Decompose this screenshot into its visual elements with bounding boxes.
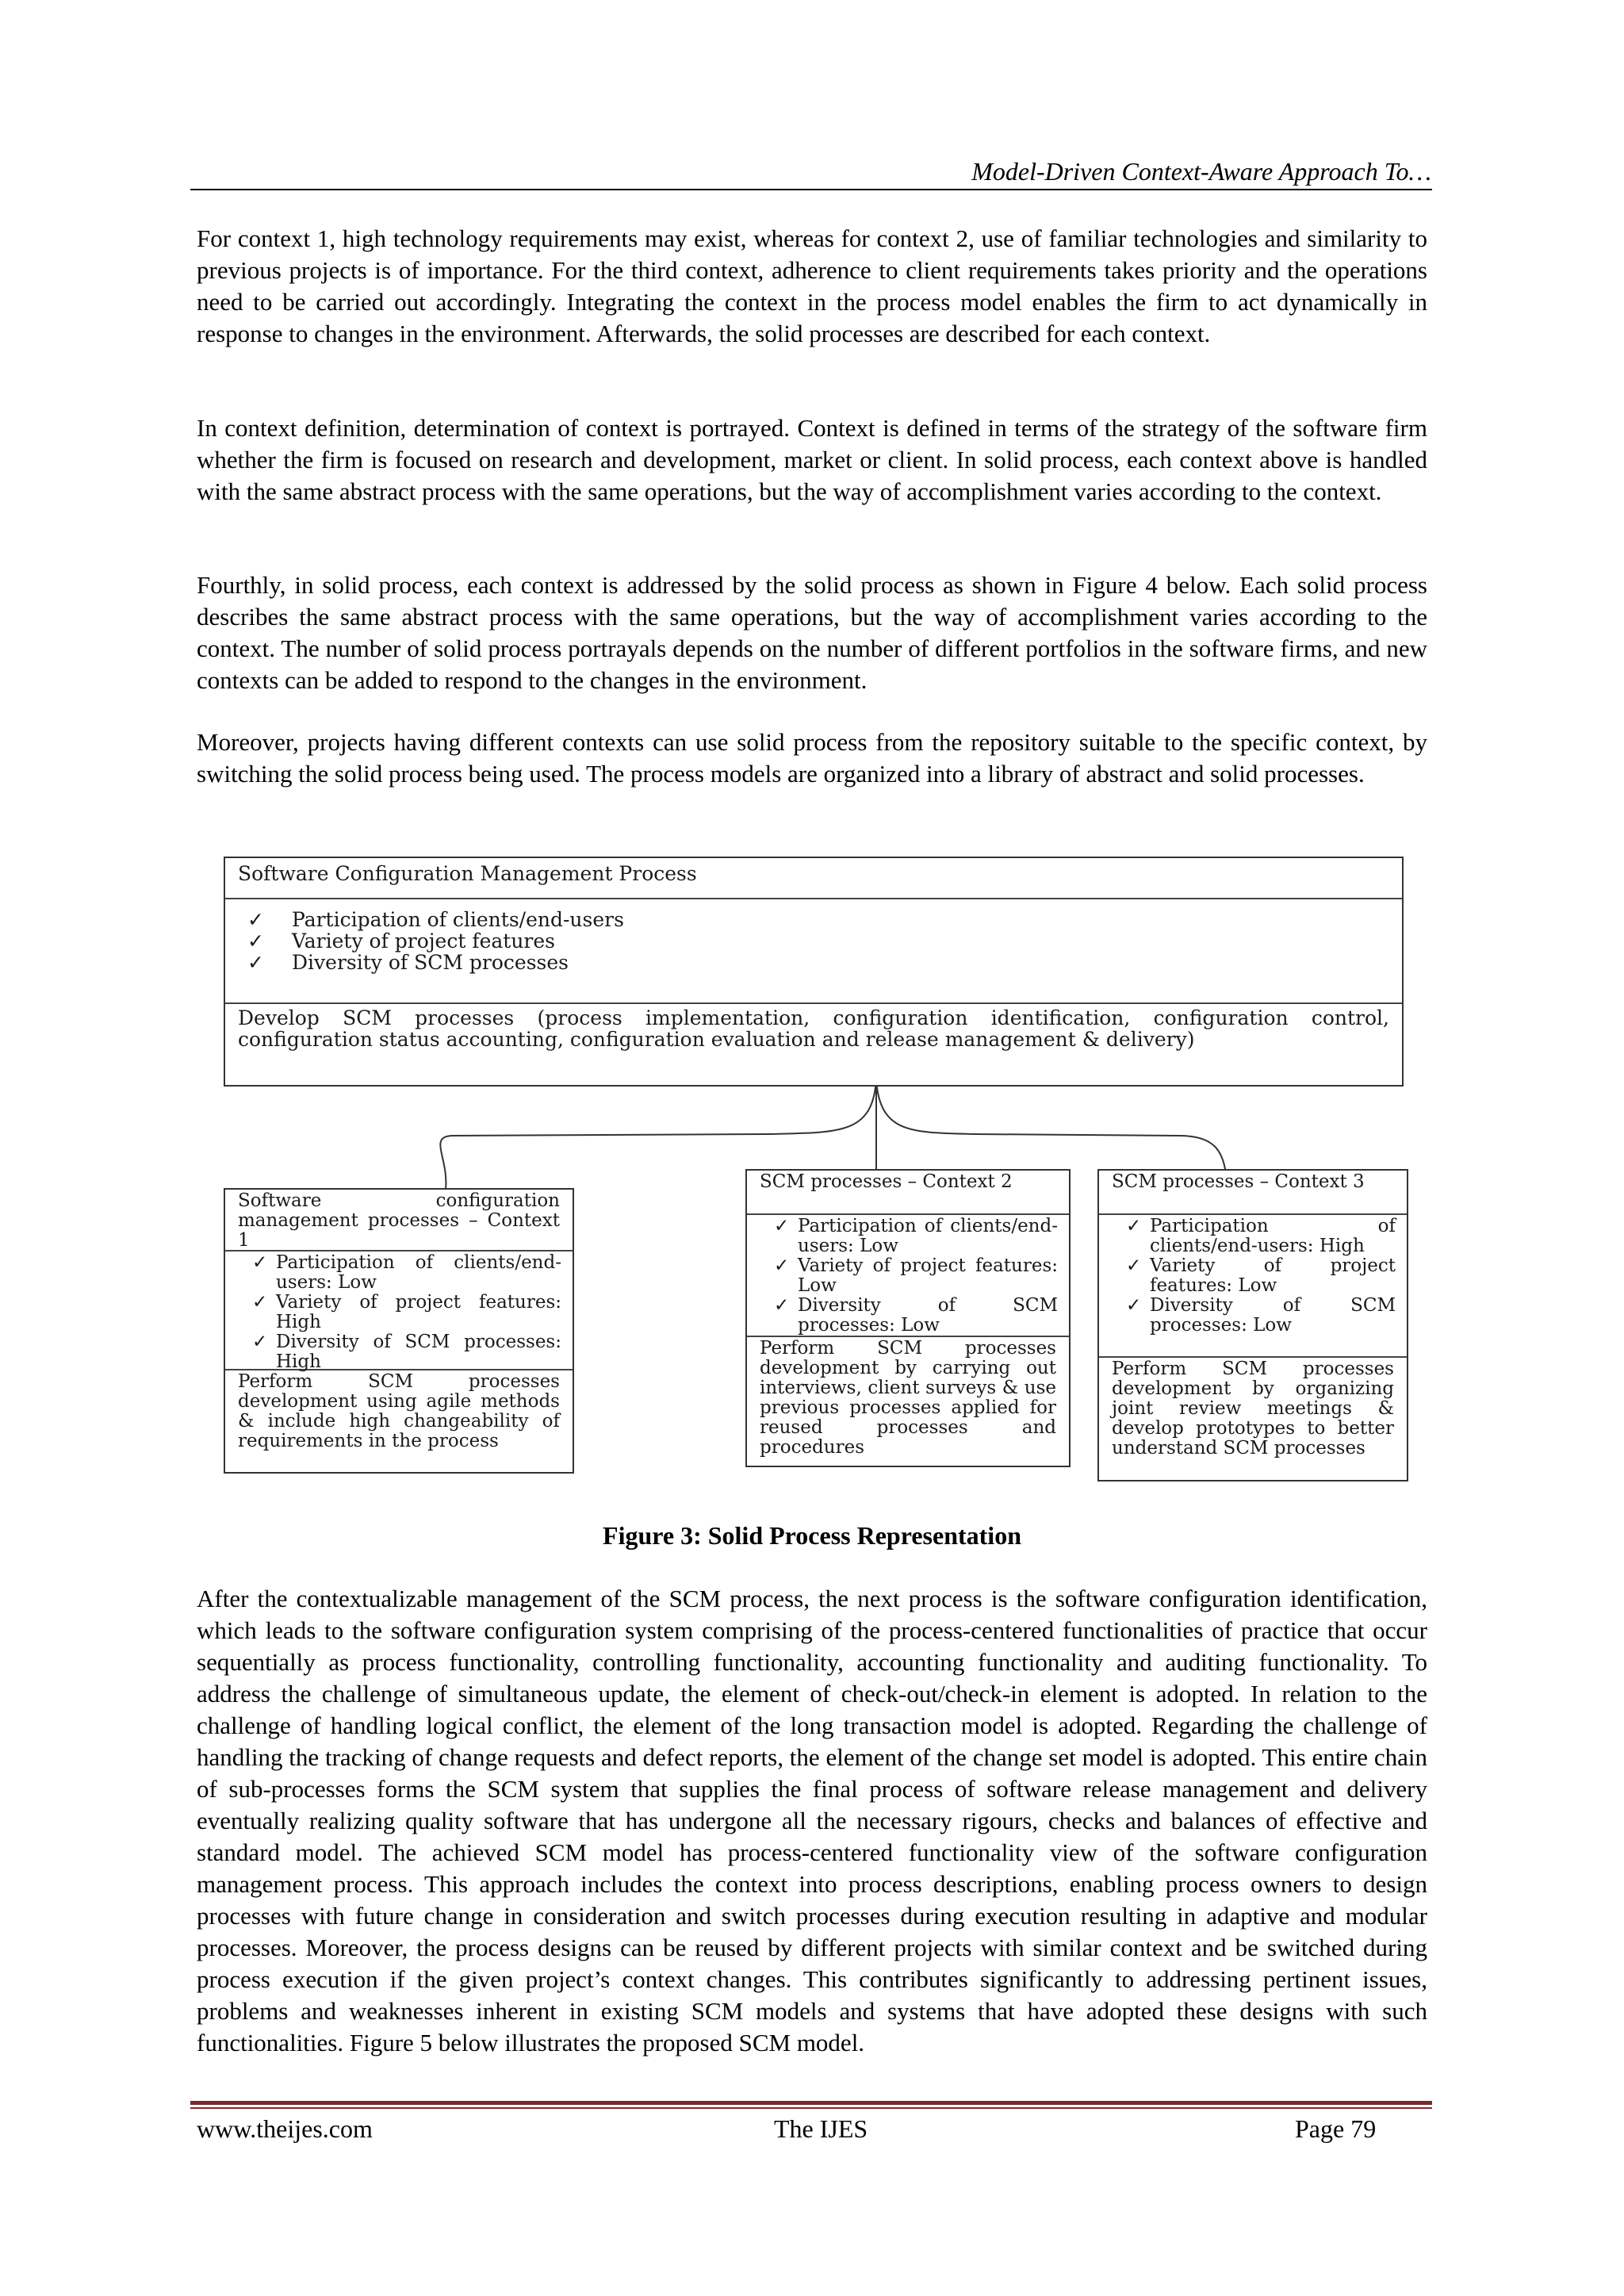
- list-item: ✓ Diversity of SCM processes: Low: [774, 1295, 1058, 1336]
- context-2-title: SCM processes – Context 2: [747, 1171, 1069, 1215]
- context-2-box: [745, 1169, 1071, 1467]
- context-3-perform: Perform SCM processes development by organizing joint review meetings & develop prototypes to better understand SCM processes: [1112, 1359, 1394, 1458]
- footer-page-number: Page 79: [1295, 2114, 1377, 2143]
- list-item: ✓ Participation of clients/end-users: High: [1126, 1216, 1396, 1256]
- footer-website: www.theijes.com: [197, 2114, 373, 2143]
- paragraph-5: After the contextualizable management of the SCM process, the next process is the software configuration identification, which leads to the software configuration system comprising of the process-centered functionalities of practice that occur sequentially as process functionality, controlling functionality, accounting functionality and auditing functionality. To address the challenge of simultaneous update, the element of check-out/check-in element is adopted. In relation to the challenge of handling logical conflict, the element of the long transaction model is adopted. Regarding the challenge of handling the tracking of change requests and defect reports, the element of the change set model is adopted. This entire chain of sub-processes forms the SCM system that supplies the final process of software release management and delivery eventually realizing quality software that has undergone all the necessary rigours, checks and balances of effective and standard model. The achieved SCM model has process-centered functionality view of the software configuration management process. This approach includes the context into process descriptions, enabling process owners to design processes with future change in consideration and switch processes during execution resulting in adaptive and modular processes. Moreover, the process designs can be reused by different projects with similar context and be switched during process execution if the given project’s context changes. This contributes significantly to addressing pertinent issues, problems and weaknesses inherent in existing SCM models and systems that have adopted these designs with such functionalities. Figure 5 below illustrates the proposed SCM model.: [197, 1585, 1427, 2056]
- check-icon: ✓: [1126, 1216, 1142, 1236]
- paragraph-3: Fourthly, in solid process, each context is addressed by the solid process as shown in Figure 4 below. Each solid process describes the same abstract process with the same operations, but the way of accomplishment varies according to the context. The number of solid process portrayals depends on the number of different portfolios in the software firms, and new contexts can be added to respond to the changes in the environment.: [197, 571, 1427, 694]
- context-3-criteria: [1099, 1215, 1407, 1358]
- connector-right: [876, 1080, 1226, 1174]
- list-item: ✓ Diversity of SCM processes: [247, 951, 569, 974]
- context-1-criteria: [225, 1251, 573, 1370]
- list-item: ✓ Participation of clients/end-users: Low: [774, 1216, 1058, 1256]
- check-icon: ✓: [774, 1216, 790, 1236]
- list-item: ✓ Diversity of SCM processes: Low: [1126, 1295, 1396, 1336]
- check-icon: ✓: [252, 1252, 268, 1273]
- context-3-box: [1097, 1169, 1408, 1481]
- top-box-title: Software Configuration Management Process: [225, 858, 1402, 899]
- list-item: ✓ Variety of project features: [247, 930, 555, 953]
- footer-journal: The IJES: [774, 2114, 868, 2143]
- paragraph-2: In context definition, determination of context is portrayed. Context is defined in terms of the strategy of the software firm whether the firm is focused on research and development, market or client. In solid process, each context above is handled with the same abstract process with the same operations, but the way of accomplishment varies according to the context.: [197, 414, 1427, 505]
- context-2-perform: Perform SCM processes development by carrying out interviews, client surveys & use previous processes applied for reused processes and procedures: [760, 1338, 1056, 1458]
- check-icon: ✓: [1126, 1255, 1142, 1276]
- list-item: ✓ Diversity of SCM processes: High: [252, 1332, 561, 1372]
- check-icon: ✓: [252, 1332, 268, 1352]
- check-icon: ✓: [247, 930, 264, 953]
- figure-solid-process: [214, 849, 1419, 1507]
- context-3-title: SCM processes – Context 3: [1099, 1171, 1407, 1215]
- check-icon: ✓: [252, 1292, 268, 1313]
- list-item: ✓ Variety of project features: Low: [1126, 1255, 1396, 1296]
- footer-rule-thin: [190, 2107, 1432, 2109]
- top-box-criteria: [225, 899, 1402, 1004]
- paragraph-4: Moreover, projects having different contexts can use solid process from the repository suitable to the specific context, by switching the solid process being used. The process models are organized into a library of abstract and solid processes.: [197, 728, 1427, 788]
- context-2-criteria: [747, 1215, 1069, 1337]
- check-icon: ✓: [247, 908, 264, 931]
- check-icon: ✓: [247, 951, 264, 974]
- context-1-perform: Perform SCM processes development using agile methods & include high changeability of requirements in the process: [238, 1371, 560, 1451]
- footer-rule: [190, 2101, 1432, 2105]
- top-process-box: [224, 857, 1404, 1087]
- figure-caption: Figure 3: Solid Process Representation: [603, 1521, 1021, 1550]
- check-icon: ✓: [774, 1255, 790, 1276]
- top-box-develop: Develop SCM processes (process implementation, configuration identification, configuration control, configuration status accounting, configuration evaluation and release management & delivery): [238, 1006, 1389, 1051]
- check-icon: ✓: [774, 1295, 790, 1316]
- context-1-box: [224, 1188, 574, 1474]
- check-icon: ✓: [1126, 1295, 1142, 1316]
- paragraph-1: For context 1, high technology requirements may exist, whereas for context 2, use of familiar technologies and similarity to previous projects is of importance. For the third context, adherence to client requirements takes priority and the operations need to be carried out accordingly. Integrating the context in the process model enables the firm to act dynamically in response to changes in the environment. Afterwards, the solid processes are described for each context.: [197, 224, 1427, 347]
- header-rule: [190, 189, 1432, 190]
- context-1-title: Software configuration management processes – Context 1: [225, 1190, 573, 1251]
- running-header: Model-Driven Context-Aware Approach To…: [971, 157, 1431, 186]
- list-item: ✓ Variety of project features: High: [252, 1292, 561, 1332]
- list-item: ✓ Participation of clients/end-users: Low: [252, 1252, 561, 1293]
- list-item: ✓ Participation of clients/end-users: [247, 908, 624, 931]
- list-item: ✓ Variety of project features: Low: [774, 1255, 1058, 1296]
